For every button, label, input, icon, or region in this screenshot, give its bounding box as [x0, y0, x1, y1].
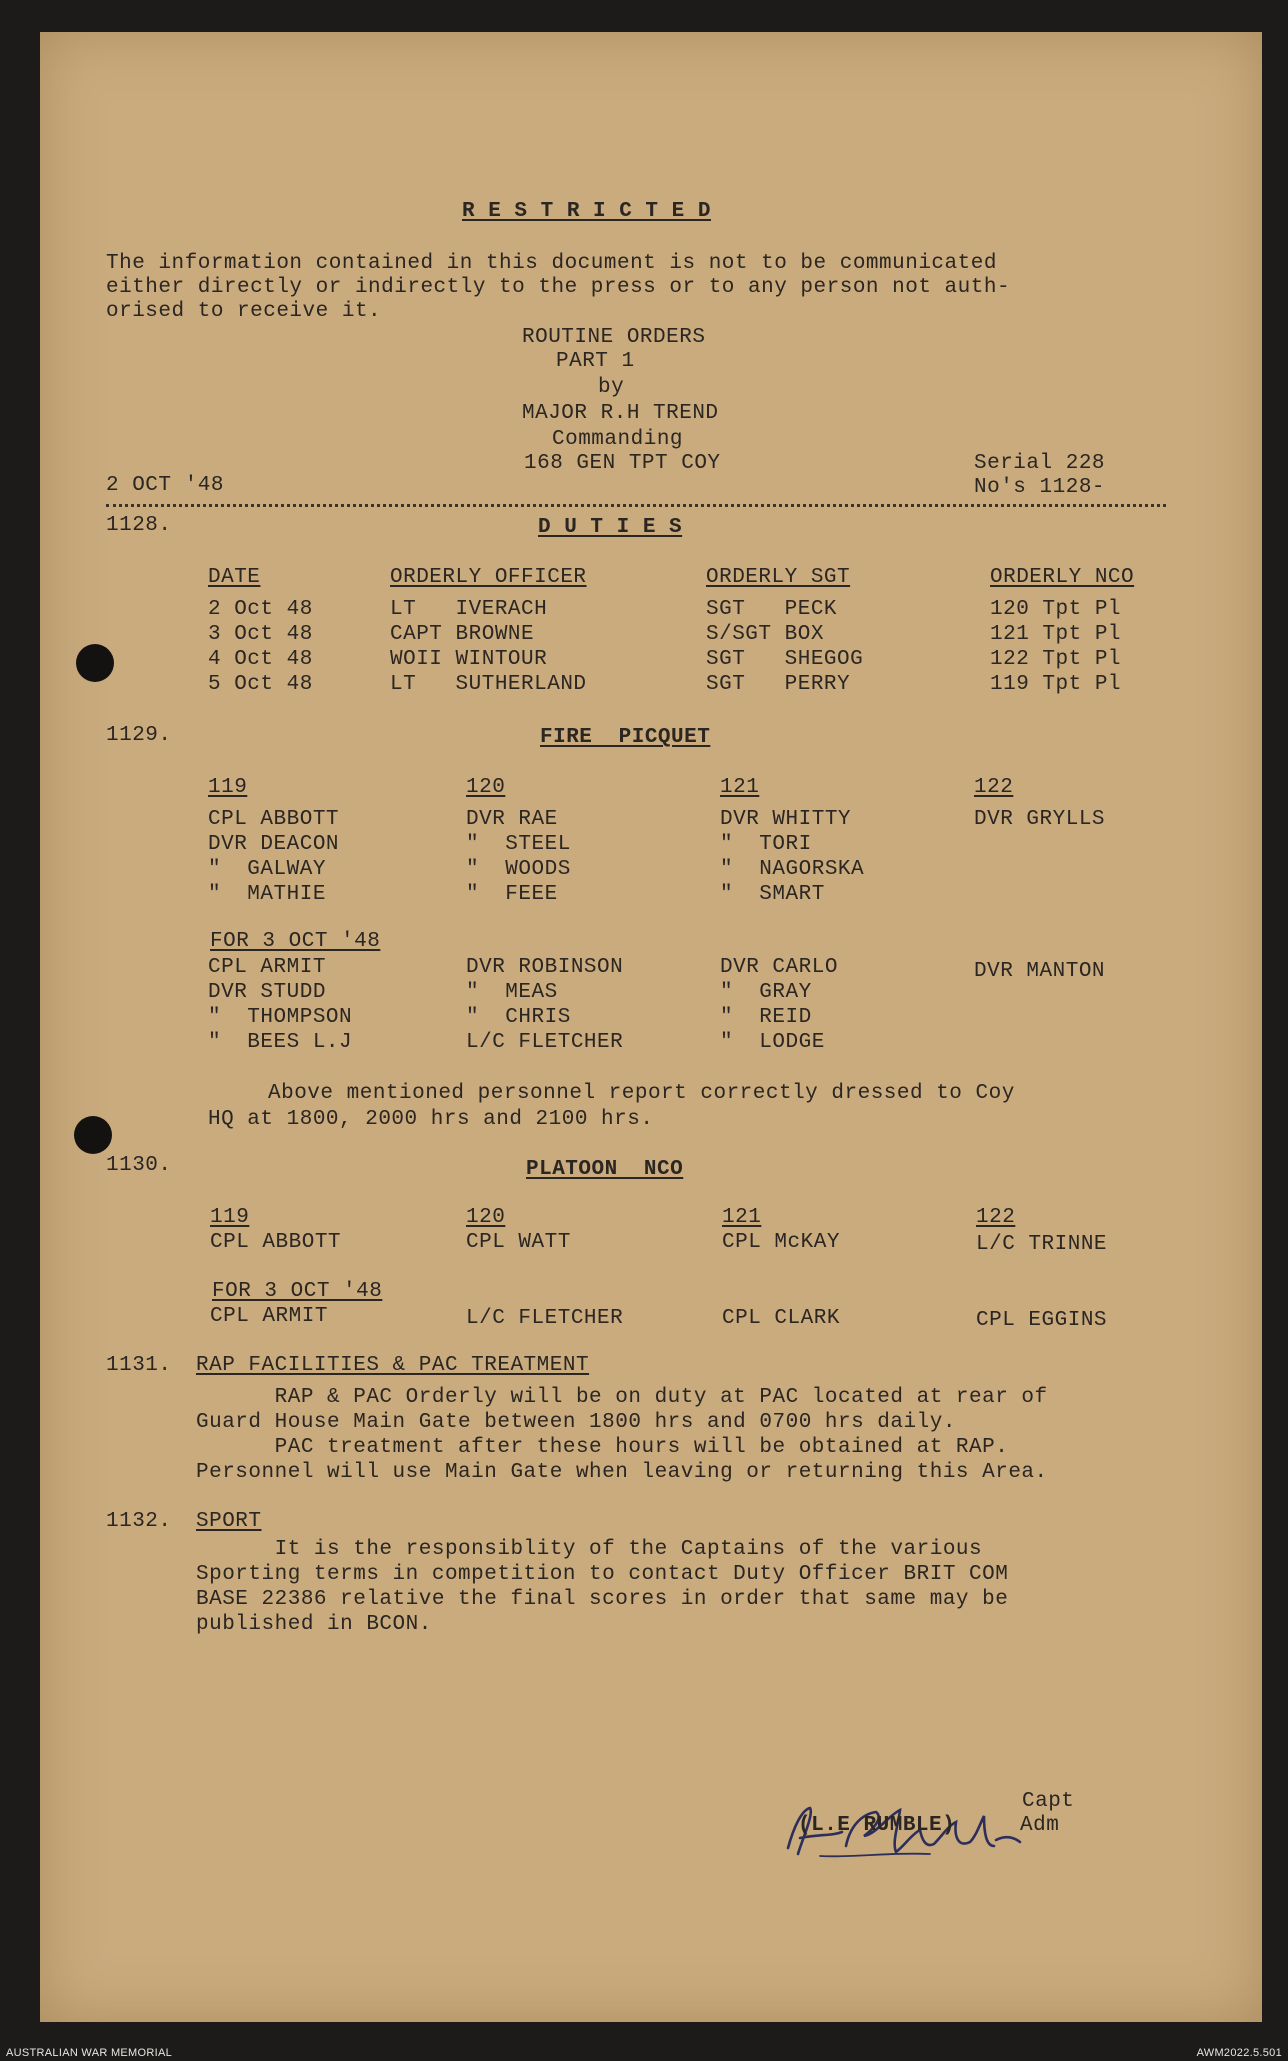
col-header-orderly-officer: ORDERLY OFFICER	[390, 566, 587, 589]
fp-122-line-1: DVR GRYLLS	[974, 808, 1106, 831]
sport-heading: SPORT	[196, 1510, 262, 1533]
title-by: by	[598, 376, 625, 399]
punch-hole-upper	[76, 644, 114, 682]
fp-for-121-line-1: DVR CARLO	[720, 956, 838, 979]
fp-121-line-4: " SMART	[720, 883, 825, 906]
item-number-1129: 1129.	[106, 724, 172, 747]
pn-for-121-name: CPL CLARK	[722, 1307, 840, 1330]
duty-row-3-nco: 122 Tpt Pl	[990, 648, 1122, 671]
fp-for-120-line-4: L/C FLETCHER	[466, 1031, 624, 1054]
pn-121-name: CPL McKAY	[722, 1231, 840, 1254]
fp-note-line-2: HQ at 1800, 2000 hrs and 2100 hrs.	[208, 1108, 654, 1131]
pn-unit-120: 120	[466, 1206, 506, 1229]
fp-for-119-line-3: " THOMPSON	[208, 1006, 353, 1029]
item-number-1132: 1132.	[106, 1510, 172, 1533]
fp-120-line-4: " FEEE	[466, 883, 558, 906]
punch-hole-lower	[74, 1116, 112, 1154]
duty-row-1-date: 2 Oct 48	[208, 598, 313, 621]
duties-heading: D U T I E S	[538, 516, 683, 539]
fp-121-line-1: DVR WHITTY	[720, 808, 852, 831]
fp-for-119-line-2: DVR STUDD	[208, 981, 326, 1004]
pn-for-120-name: L/C FLETCHER	[466, 1307, 624, 1330]
rap-line-4: Personnel will use Main Gate when leaving or returning this Area.	[196, 1461, 1048, 1484]
duty-row-4-officer: LT SUTHERLAND	[390, 673, 587, 696]
signatory-rank: Capt	[1022, 1790, 1075, 1813]
item-number-1130: 1130.	[106, 1154, 172, 1177]
notice-line-1: The information contained in this document is not to be communicated	[106, 252, 997, 275]
title-officer: MAJOR R.H TREND	[522, 402, 719, 425]
duty-row-1-nco: 120 Tpt Pl	[990, 598, 1122, 621]
fp-for-120-line-2: " MEAS	[466, 981, 558, 1004]
duty-row-1-sgt: SGT PECK	[706, 598, 838, 621]
duty-row-1-officer: LT IVERACH	[390, 598, 548, 621]
fp-120-line-3: " WOODS	[466, 858, 571, 881]
duty-row-3-officer: WOII WINTOUR	[390, 648, 548, 671]
pn-unit-119: 119	[210, 1206, 250, 1229]
notice-line-2: either directly or indirectly to the press or to any person not auth-	[106, 276, 1011, 299]
duty-row-4-sgt: SGT PERRY	[706, 673, 851, 696]
fp-for-120-line-3: " CHRIS	[466, 1006, 571, 1029]
fp-for-121-line-2: " GRAY	[720, 981, 812, 1004]
fp-120-line-1: DVR RAE	[466, 808, 558, 831]
fp-120-line-2: " STEEL	[466, 833, 571, 856]
duty-row-3-sgt: SGT SHEGOG	[706, 648, 864, 671]
order-numbers: No's 1128-	[974, 476, 1106, 499]
fp-for-120-line-1: DVR ROBINSON	[466, 956, 624, 979]
fp-for-date-label: FOR 3 OCT '48	[210, 930, 381, 953]
pn-120-name: CPL WATT	[466, 1231, 571, 1254]
pn-122-name: L/C TRINNE	[976, 1233, 1108, 1256]
rap-heading: RAP FACILITIES & PAC TREATMENT	[196, 1354, 590, 1377]
classification-heading: R E S T R I C T E D	[462, 200, 711, 223]
pn-for-date-label: FOR 3 OCT '48	[212, 1280, 383, 1303]
pn-for-119-name: CPL ARMIT	[210, 1305, 328, 1328]
item-number-1131: 1131.	[106, 1354, 172, 1377]
archive-credit: AUSTRALIAN WAR MEMORIAL	[6, 2047, 173, 2059]
pn-unit-122: 122	[976, 1206, 1016, 1229]
order-date: 2 OCT '48	[106, 474, 224, 497]
signatory-appointment: Adm	[1020, 1814, 1060, 1837]
duty-row-2-nco: 121 Tpt Pl	[990, 623, 1122, 646]
signatory-name: (L.E RUMBLE)	[798, 1814, 956, 1837]
sport-line-2: Sporting terms in competition to contact Duty Officer BRIT COM	[196, 1563, 1009, 1586]
duty-row-2-sgt: S/SGT BOX	[706, 623, 824, 646]
fp-119-line-3: " GALWAY	[208, 858, 326, 881]
col-header-date: DATE	[208, 566, 261, 589]
fp-for-121-line-3: " REID	[720, 1006, 812, 1029]
pn-119-name: CPL ABBOTT	[210, 1231, 342, 1254]
fp-unit-120: 120	[466, 776, 506, 799]
notice-line-3: orised to receive it.	[106, 300, 382, 323]
fp-unit-122: 122	[974, 776, 1014, 799]
col-header-orderly-sgt: ORDERLY SGT	[706, 566, 851, 589]
fp-119-line-2: DVR DEACON	[208, 833, 340, 856]
sport-line-4: published in BCON.	[196, 1613, 432, 1636]
fire-picquet-heading: FIRE PICQUET	[540, 726, 711, 749]
fp-for-119-line-4: " BEES L.J	[208, 1031, 353, 1054]
title-commanding: Commanding	[552, 428, 684, 451]
fp-note-line-1: Above mentioned personnel report correctly dressed to Coy	[268, 1082, 1015, 1105]
title-part: PART 1	[556, 350, 635, 373]
sport-line-3: BASE 22386 relative the final scores in order that same may be	[196, 1588, 1009, 1611]
title-unit: 168 GEN TPT COY	[524, 452, 721, 475]
duty-row-4-date: 5 Oct 48	[208, 673, 313, 696]
fp-119-line-4: " MATHIE	[208, 883, 326, 906]
platoon-nco-heading: PLATOON NCO	[526, 1158, 684, 1181]
pn-unit-121: 121	[722, 1206, 762, 1229]
fp-unit-119: 119	[208, 776, 248, 799]
rap-line-3: PAC treatment after these hours will be obtained at RAP.	[196, 1436, 1009, 1459]
dotted-divider	[106, 504, 1166, 507]
rap-line-1: RAP & PAC Orderly will be on duty at PAC located at rear of	[196, 1386, 1048, 1409]
fp-unit-121: 121	[720, 776, 760, 799]
fp-for-121-line-4: " LODGE	[720, 1031, 825, 1054]
duty-row-3-date: 4 Oct 48	[208, 648, 313, 671]
duty-row-2-officer: CAPT BROWNE	[390, 623, 535, 646]
rap-line-2: Guard House Main Gate between 1800 hrs and 0700 hrs daily.	[196, 1411, 956, 1434]
fp-121-line-2: " TORI	[720, 833, 812, 856]
fp-for-119-line-1: CPL ARMIT	[208, 956, 326, 979]
fp-for-122-line-1: DVR MANTON	[974, 960, 1106, 983]
item-number-1128: 1128.	[106, 514, 172, 537]
archive-reference: AWM2022.5.501	[1196, 2047, 1282, 2059]
title-routine-orders: ROUTINE ORDERS	[522, 326, 706, 349]
duty-row-4-nco: 119 Tpt Pl	[990, 673, 1122, 696]
col-header-orderly-nco: ORDERLY NCO	[990, 566, 1135, 589]
serial-number: Serial 228	[974, 452, 1106, 475]
duty-row-2-date: 3 Oct 48	[208, 623, 313, 646]
fp-119-line-1: CPL ABBOTT	[208, 808, 340, 831]
pn-for-122-name: CPL EGGINS	[976, 1309, 1108, 1332]
fp-121-line-3: " NAGORSKA	[720, 858, 865, 881]
sport-line-1: It is the responsiblity of the Captains of the various	[196, 1538, 983, 1561]
